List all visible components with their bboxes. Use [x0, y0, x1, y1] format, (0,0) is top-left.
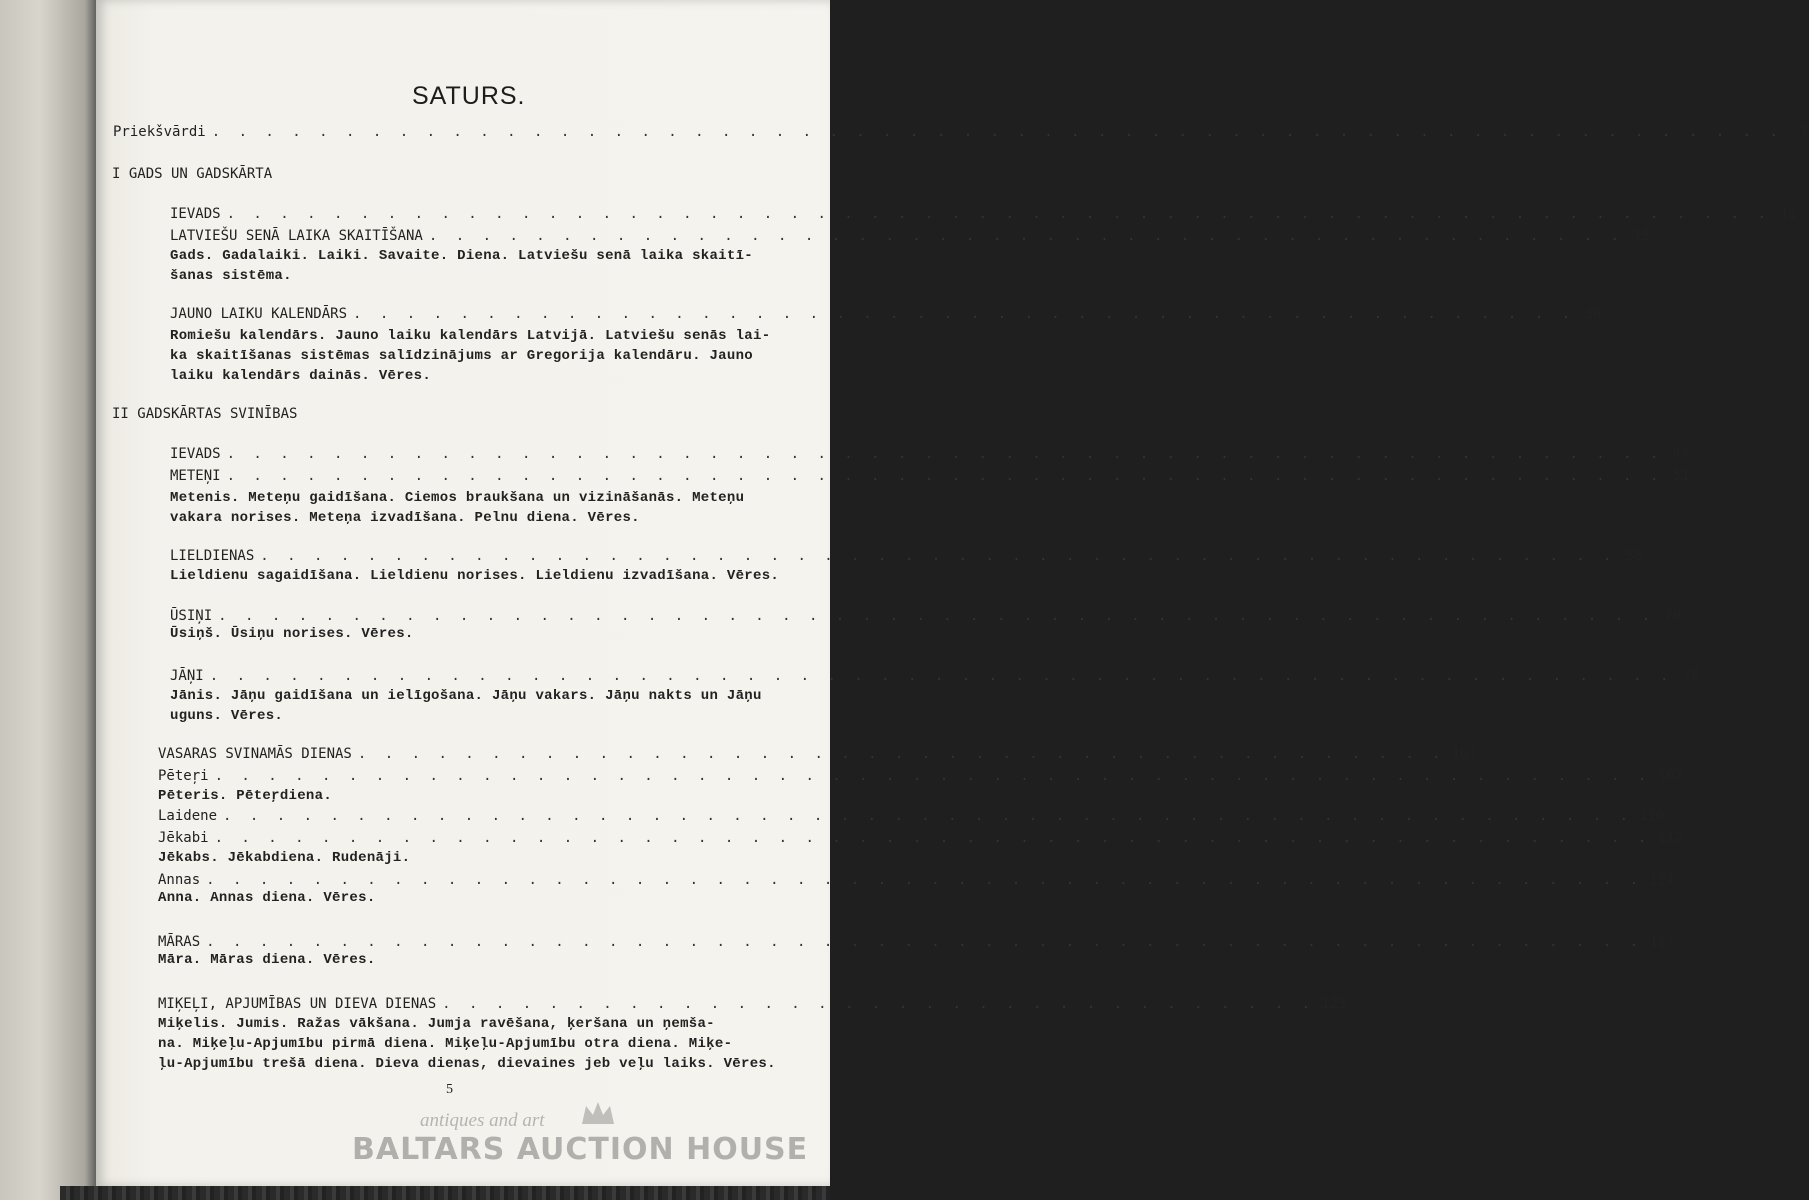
leader-dots: . . . . . . . . . . . . . . . . . . . . . . . . . . . . . . . . . . . . . . . . . . . . . . . . . . . . . . [226, 446, 1664, 462]
toc-page: 112 [1657, 830, 1683, 846]
toc-description [170, 326, 770, 386]
toc-label: MIĶEĻI, APJUMĪBAS UN DIEVA DIENAS [158, 996, 437, 1012]
toc-entry-preface [113, 124, 1809, 140]
toc-label: IEVADS [170, 446, 221, 462]
leader-dots: . . . . . . . . . . . . . . . . . . . . . . . . . . . . . . . . . [442, 996, 1316, 1012]
toc-label: VASARAS SVINAMĀS DIENAS [158, 746, 352, 762]
leader-dots: . . . . . . . . . . . . . . . . . . . . . . . . . . . . . . . . . . . . . . . . . . . . . . . . . . . . . . [214, 768, 1652, 784]
toc-description [158, 848, 410, 868]
toc-page: 13 [1633, 228, 1651, 244]
leader-dots: . . . . . . . . . . . . . . . . . . . . . . . . . . . . . . . . . . . . . . . . . . . . . . . . . . . . . . [206, 872, 1644, 888]
toc-entry [170, 228, 1651, 244]
toc-label: JAUNO LAIKU KALENDĀRS [170, 306, 348, 322]
leader-dots: . . . . . . . . . . . . . . . . . . . . . . . . . . . . . . . . . . . . . . . . . . . . . . . . . . . . . . [206, 934, 1644, 950]
desc-line: Ūsiņš. Ūsiņu norises. Vēres. [170, 626, 414, 642]
toc-label: Laidene [158, 808, 218, 824]
toc-page: 70 [1664, 608, 1682, 624]
toc-page: 51 [1672, 468, 1690, 484]
toc-description [170, 246, 753, 286]
toc-description [170, 488, 744, 528]
toc-entry [158, 996, 1347, 1012]
desc-line: Pēteris. Pēteŗdiena. [158, 788, 333, 804]
leader-dots: . . . . . . . . . . . . . . . . . . . . . . . . . . . . . . . . . . . . . . . . . [357, 746, 1446, 762]
toc-description [170, 686, 762, 726]
toc-description [170, 566, 779, 586]
leader-dots: . . . . . . . . . . . . . . . . . . . . . . . . . . . . . . . . . . . . . . . . . . . . . . . . . . . . . [223, 808, 1634, 824]
leader-dots: . . . . . . . . . . . . . . . . . . . . . . . . . . . . . . . . . . . . . . . . . . . . . . . . . . . . . . [218, 608, 1656, 624]
desc-line: Jēkabs. Jēkabdiena. Rudenāji. [158, 850, 411, 866]
desc-line: Jānis. Jāņu gaidīšana un ielīgošana. Jāņu vakars. Jāņu nakts un Jāņu [170, 688, 762, 704]
toc-description [170, 624, 414, 644]
toc-page: 78 [1682, 668, 1700, 684]
toc-label: Annas [158, 872, 201, 888]
desc-line: šanas sistēma. [170, 268, 292, 284]
toc-entry [170, 608, 1682, 624]
crown-icon [580, 1100, 616, 1126]
toc-entry [170, 206, 1797, 222]
toc-entry [158, 768, 1683, 784]
toc-entry [158, 872, 1675, 888]
toc-page: 58 [1625, 548, 1643, 564]
desc-line: Māra. Māras diena. Vēres. [158, 952, 376, 968]
toc-description [158, 950, 376, 970]
desc-line: Romiešu kalendārs. Jauno laiku kalendārs Latvijā. Latviešu senās lai- [170, 328, 771, 344]
toc-page: 47 [1672, 446, 1690, 462]
desc-line: na. Miķeļu-Apjumību pirmā diena. Miķeļu-Apjumību otra diena. Miķe- [158, 1036, 733, 1052]
watermark-tagline: antiques and art [420, 1110, 545, 1131]
desc-line: Lieldienu sagaidīšana. Lieldienu norises. Lieldienu izvadīšana. Vēres. [170, 568, 780, 584]
toc-label: LIELDIENAS [170, 548, 255, 564]
leader-dots: . . . . . . . . . . . . . . . . . . . . . . . . . . . . . . . . . . . . . . . . . . . . . . . . . . . . . . . [209, 668, 1674, 684]
toc-page: 107 [1657, 768, 1683, 784]
desc-line: Miķelis. Jumis. Ražas vākšana. Jumja ravēšana, ķeršana un ņemša- [158, 1016, 715, 1032]
leader-dots: . . . . . . . . . . . . . . . . . . . . . . . . . . . . . . . . . . . . . . . . . . . . . . . . . . . . . . [226, 468, 1664, 484]
desc-line: ļu-Apjumību trešā diena. Dieva dienas, dievaines jeb veļu laiks. Vēres. [158, 1056, 776, 1072]
toc-page: 107 [1451, 746, 1477, 762]
toc-description [158, 888, 376, 908]
toc-entry [158, 746, 1477, 762]
desc-line: vakara norises. Meteņa izvadīšana. Pelnu diena. Vēres. [170, 510, 640, 526]
book-gutter [0, 0, 100, 1200]
toc-label: LATVIEŠU SENĀ LAIKA SKAITĪŠANA [170, 228, 423, 244]
toc-entry [158, 830, 1683, 846]
toc-page: 117 [1649, 934, 1675, 950]
page-title: SATURS. [412, 82, 526, 110]
toc-label: IEVADS [170, 206, 221, 222]
toc-label: JĀŅI [170, 668, 204, 684]
toc-label: METEŅI [170, 468, 221, 484]
toc-label: ŪSIŅI [170, 608, 213, 624]
toc-entry [170, 446, 1690, 462]
toc-page: 114 [1649, 872, 1675, 888]
watermark-brand: BALTARS AUCTION HOUSE [352, 1132, 809, 1167]
toc-page: 110 [1639, 808, 1665, 824]
desc-line: Anna. Annas diena. Vēres. [158, 890, 376, 906]
leader-dots: . . . . . . . . . . . . . . . . . . . . . . . . . . . . . . . . . . . . . . . . . . . . . . . . . . . . . . [214, 830, 1652, 846]
part-heading: II GADSKĀRTAS SVINĪBAS [112, 406, 298, 422]
toc-entry [170, 306, 1602, 322]
toc-label: Jēkabi [158, 830, 209, 846]
toc-entry [170, 548, 1643, 564]
desc-line: ka skaitīšanas sistēmas salīdzinājums ar Gregorija kalendāru. Jauno [170, 348, 753, 364]
leader-dots: . . . . . . . . . . . . . . . . . . . . . . . . . . . . . . . . . . . . . . . . . . . . . . [353, 306, 1576, 322]
leader-dots: . . . . . . . . . . . . . . . . . . . . . . . . . . . . . . . . . . . . . . . . . . . . . . . . . . . [260, 548, 1617, 564]
leader-dots: . . . . . . . . . . . . . . . . . . . . . . . . . . . . . . . . . . . . . . . . . . . . . . . . . . . . . . . . . . [226, 206, 1771, 222]
desc-line: Metenis. Meteņu gaidīšana. Ciemos braukšana un vizināšanās. Meteņu [170, 490, 745, 506]
toc-entry [158, 934, 1675, 950]
desc-line: Gads. Gadalaiki. Laiki. Savaite. Diena. Latviešu senā laika skaitī- [170, 248, 753, 264]
part-heading: I GADS UN GADSKĀRTA [112, 166, 273, 182]
desc-line: laiku kalendārs dainās. Vēres. [170, 368, 432, 384]
leader-dots: . . . . . . . . . . . . . . . . . . . . . . . . . . . . . . . . . . . . . . . . . . . . . . . . . . . . . . . . . . . [211, 124, 1783, 140]
toc-page: 7 [1800, 124, 1809, 140]
toc-label: MĀRAS [158, 934, 201, 950]
toc-description [158, 786, 332, 806]
toc-entry [170, 468, 1690, 484]
toc-entry [158, 808, 1665, 824]
toc-entry [170, 668, 1700, 684]
toc-label: Pēteŗi [158, 768, 209, 784]
desc-line: uguns. Vēres. [170, 708, 284, 724]
leader-dots: . . . . . . . . . . . . . . . . . . . . . . . . . . . . . . . . . . . . . . . . . . . . . [428, 228, 1625, 244]
toc-page: 30 [1584, 306, 1602, 322]
page-number: 5 [446, 1082, 453, 1097]
toc-description [158, 1014, 776, 1074]
toc-page: 11 [1780, 206, 1797, 222]
toc-page: 123 [1321, 996, 1347, 1012]
fabric-edge [60, 1186, 830, 1200]
toc-label: Priekšvārdi [113, 124, 206, 140]
